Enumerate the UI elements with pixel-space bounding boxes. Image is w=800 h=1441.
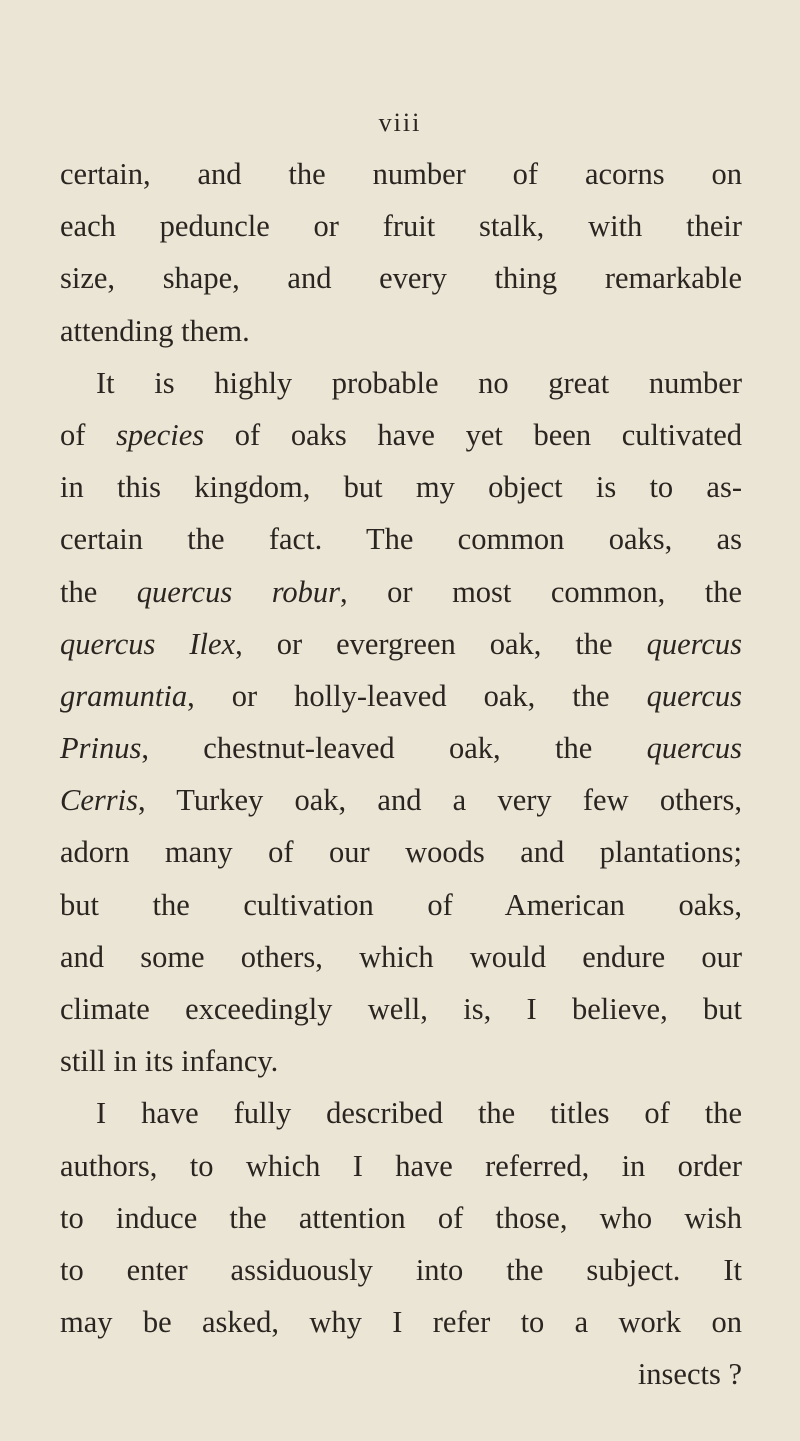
text-line: and some others, which would endure our bbox=[60, 939, 742, 974]
italic-term: quercus robur bbox=[136, 574, 341, 609]
italic-term: Prinus bbox=[60, 731, 142, 766]
text-line: adorn many of our woods and plantations; bbox=[60, 835, 742, 870]
text-line: certain the fact. The common oaks, as bbox=[60, 522, 742, 557]
text-line bbox=[60, 409, 742, 461]
text-line: size, shape, and every thing remarkable bbox=[60, 261, 742, 296]
text-segment: the bbox=[60, 574, 137, 609]
italic-term: gramuntia bbox=[60, 678, 188, 713]
text-line bbox=[60, 566, 742, 618]
italic-term: quercus bbox=[646, 731, 742, 766]
italic-term: quercus bbox=[646, 678, 742, 713]
text-line: authors, to which I have referred, in order bbox=[60, 1148, 742, 1183]
italic-term: Cerris bbox=[60, 783, 138, 818]
text-line: but the cultivation of American oaks, bbox=[60, 887, 742, 922]
text-line: each peduncle or fruit stalk, with their bbox=[60, 209, 742, 244]
text-segment: , chestnut-leaved oak, the bbox=[141, 731, 647, 766]
italic-term: quercus Ilex bbox=[60, 626, 236, 661]
text-line: attending them. bbox=[60, 313, 250, 348]
text-segment: , Turkey oak, and a very few others, bbox=[137, 783, 742, 818]
text-line: certain, and the number of acorns on bbox=[60, 157, 742, 191]
text-segment: , or holly-leaved oak, the bbox=[187, 678, 647, 713]
text-line bbox=[60, 670, 742, 722]
text-line: may be asked, why I refer to a work on bbox=[60, 1305, 742, 1340]
text-line: climate exceedingly well, is, I believe, but bbox=[60, 992, 742, 1026]
text-line: to enter assiduously into the subject. It bbox=[60, 1252, 742, 1287]
text-segment: , or most common, the bbox=[340, 574, 742, 609]
text-segment: , or evergreen oak, the bbox=[235, 626, 647, 661]
text-line bbox=[60, 774, 742, 826]
text-line bbox=[60, 618, 742, 670]
text-line: in this kingdom, but my object is to as- bbox=[60, 470, 742, 505]
catchword: insects ? bbox=[637, 1357, 742, 1392]
page-number: viii bbox=[378, 108, 422, 137]
text-segment: of oaks have yet been cultivated bbox=[204, 417, 742, 452]
text-line bbox=[60, 722, 742, 774]
text-line: I have fully described the titles of the bbox=[96, 1096, 742, 1131]
italic-term: species bbox=[116, 417, 205, 452]
text-line: It is highly probable no great number bbox=[96, 365, 742, 400]
italic-term: quercus bbox=[646, 626, 742, 661]
text-line: still in its infancy. bbox=[60, 1044, 279, 1079]
text-segment: of bbox=[60, 417, 117, 452]
text-line: to induce the attention of those, who wish bbox=[60, 1200, 742, 1235]
body-text bbox=[60, 148, 742, 1401]
